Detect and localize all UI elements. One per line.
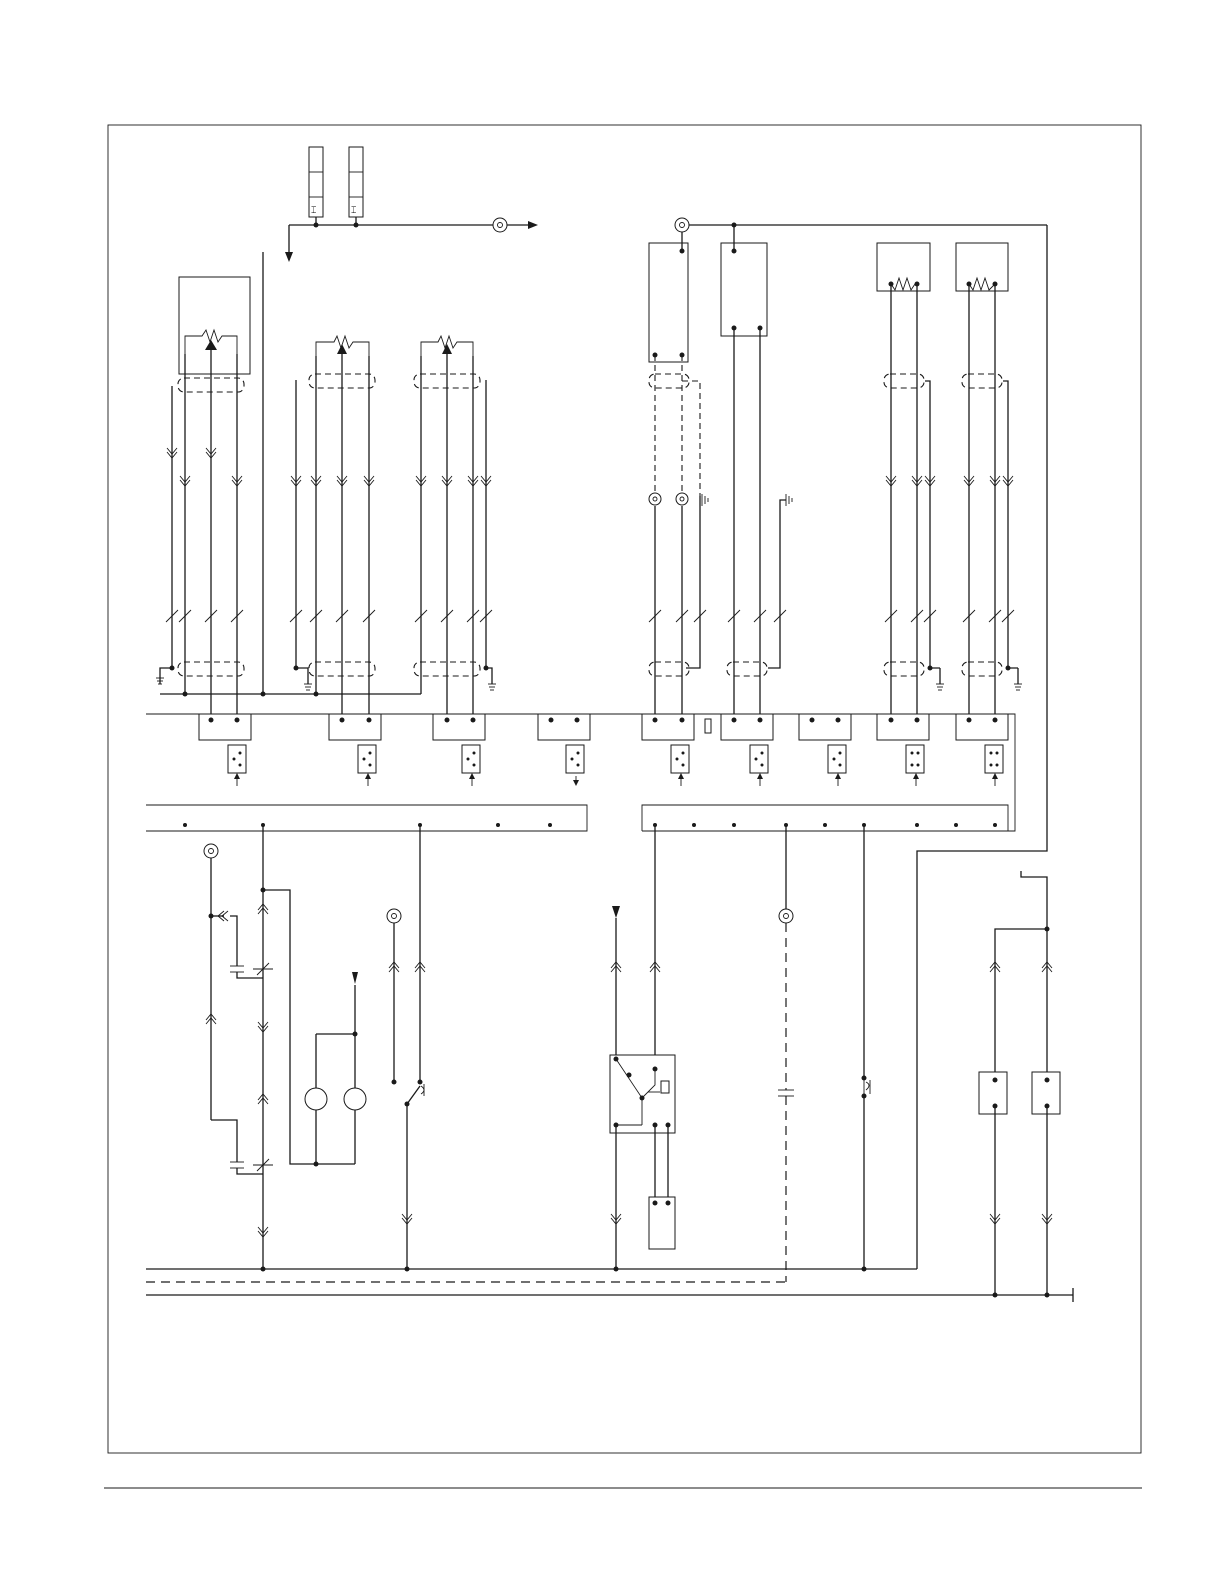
inline-connectors-top [167, 448, 1013, 486]
fuse-block-top [309, 147, 363, 217]
wire-breaks [166, 610, 1014, 622]
heater-1 [877, 243, 930, 291]
svg-text:⌶: ⌶ [311, 206, 317, 216]
capacitor-circuit [778, 825, 794, 1282]
harness-wires-top [172, 284, 1018, 720]
power-feed-top [285, 217, 538, 262]
fuse-blocks-right [979, 871, 1060, 1298]
shield-taps [160, 666, 1018, 685]
switch-circuit-2 [862, 825, 871, 1272]
shield-markers [178, 374, 1002, 676]
bottom-buses [146, 1269, 1073, 1302]
heater-2 [956, 243, 1008, 291]
module-b [721, 243, 767, 336]
svg-text:⌶: ⌶ [351, 206, 357, 216]
lamps [263, 890, 366, 1167]
circuit-left [204, 825, 273, 1272]
pin-rows [183, 823, 997, 827]
sensor-1 [179, 277, 250, 386]
sensor-2 [316, 336, 369, 356]
plug-symbols [228, 745, 1003, 786]
sensor-3 [421, 336, 473, 356]
relay [610, 825, 675, 1272]
module-a [649, 243, 688, 362]
harness-connectors [199, 714, 1008, 740]
switch-circuit-1 [387, 825, 425, 1272]
ground-symbols [156, 494, 1022, 690]
